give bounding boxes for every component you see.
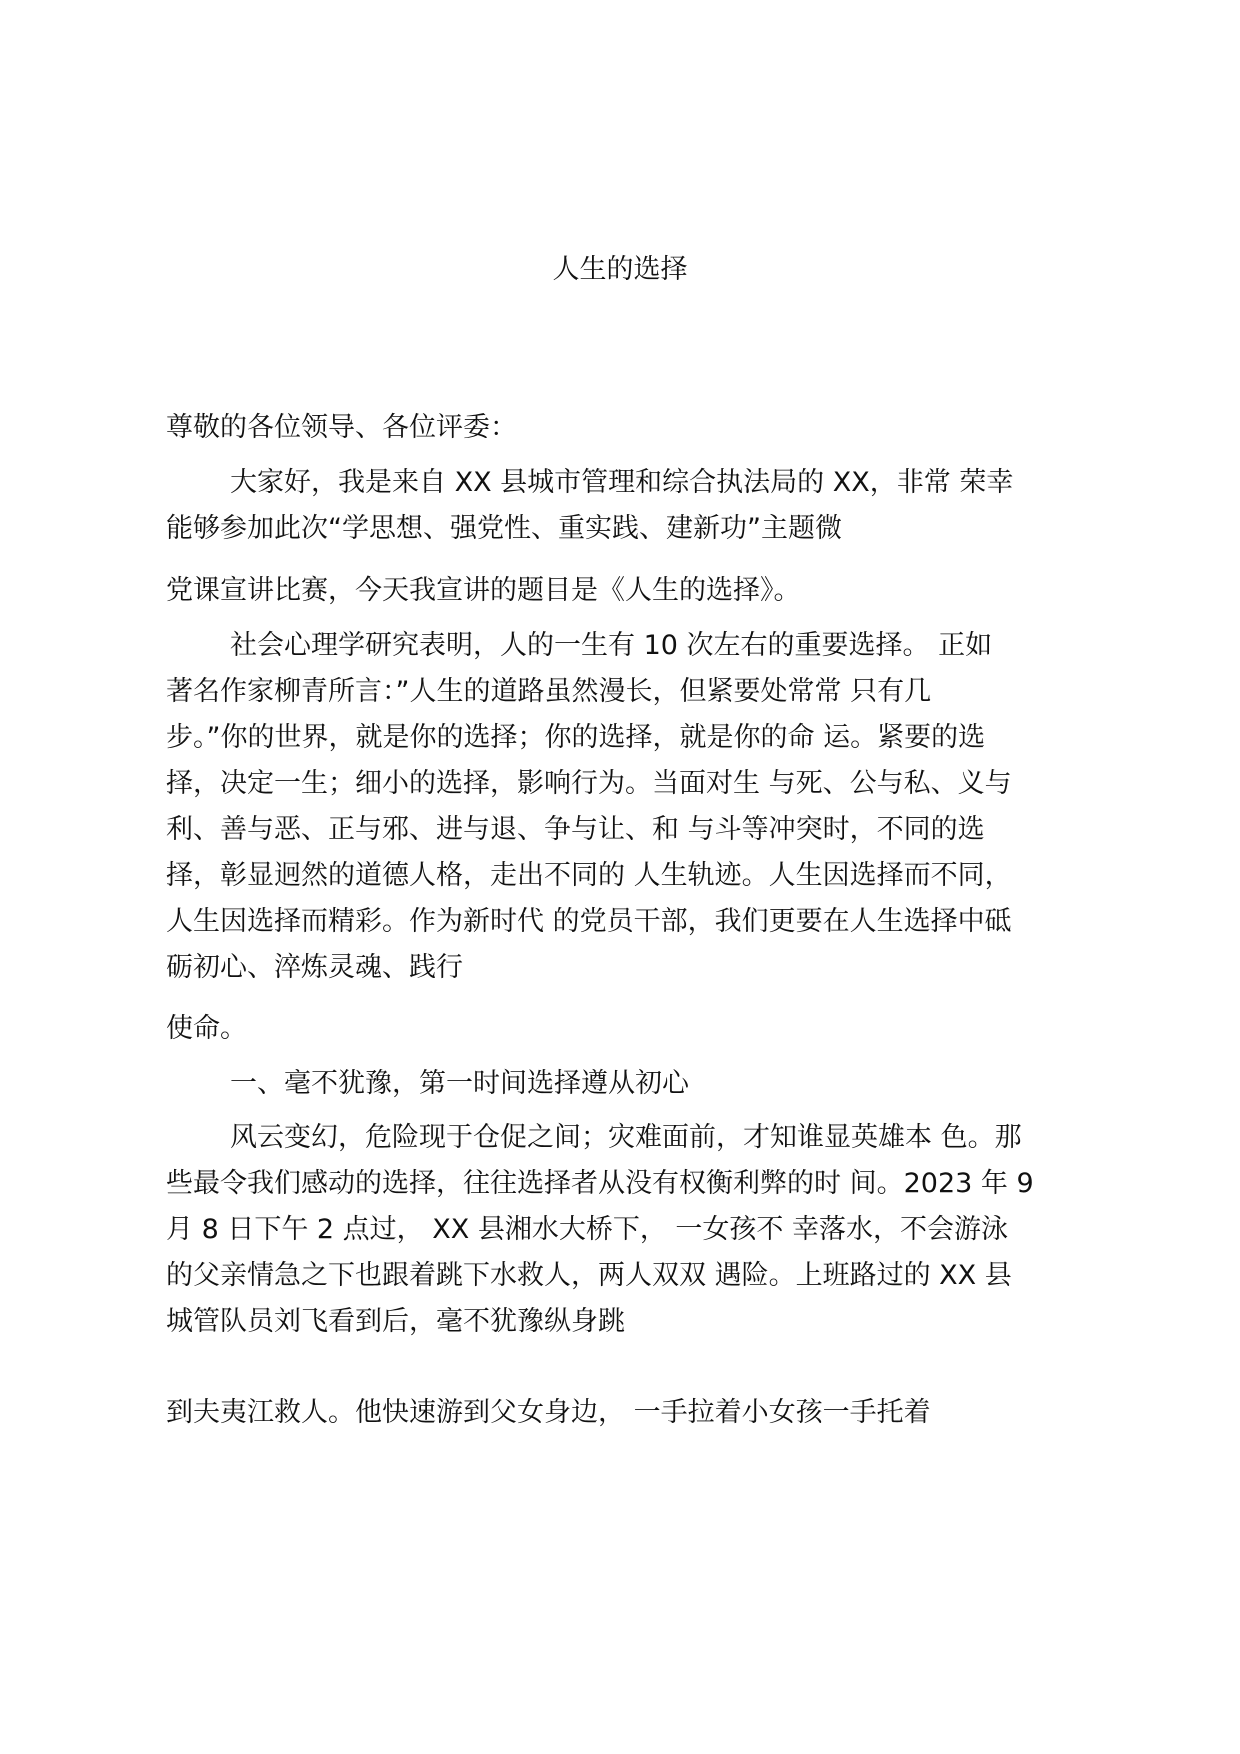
section-heading: 一、毫不犹豫，第一时间选择遵从初心 bbox=[230, 1068, 689, 1099]
paragraph-line: 择，决定一生；细小的选择，影响行为。当面对生 与死、公与私、义与 bbox=[166, 768, 1012, 799]
paragraph-line: 著名作家柳青所言：”人生的道路虽然漫长，但紧要处常常 只有几 bbox=[166, 676, 932, 707]
paragraph-rescue-story bbox=[166, 1115, 1078, 1345]
paragraph-line: 利、善与恶、正与邪、进与退、争与让、和 与斗等冲突时，不同的选 bbox=[166, 814, 985, 845]
paragraph-intro bbox=[166, 460, 1078, 552]
paragraph-line: 能够参加此次“学思想、强党性、重实践、建新功”主题微 bbox=[166, 513, 842, 544]
paragraph-line: 砺初心、淬炼灵魂、践行 bbox=[166, 952, 463, 983]
paragraph-line: 社会心理学研究表明，人的一生有 10 次左右的重要选择。 正如 bbox=[230, 630, 993, 661]
paragraph-intro-continued: 党课宣讲比赛，今天我宣讲的题目是《人生的选择》。 bbox=[166, 575, 801, 606]
paragraph-rescue-story-continued: 到夫夷江救人。他快速游到父女身边， 一手拉着小女孩一手托着 bbox=[166, 1397, 931, 1428]
paragraph-line: 步。”你的世界，就是你的选择；你的选择，就是你的命 运。紧要的选 bbox=[166, 722, 986, 753]
paragraph-line: 的父亲情急之下也跟着跳下水救人，两人双双 遇险。上班路过的 XX 县 bbox=[166, 1260, 1012, 1291]
paragraph-choice-research-continued: 使命。 bbox=[166, 1013, 247, 1044]
paragraph-line: 些最令我们感动的选择，往往选择者从没有权衡利弊的时 间。2023 年 9 bbox=[166, 1168, 1034, 1199]
document-title: 人生的选择 bbox=[552, 254, 688, 285]
paragraph-line: 月 8 日下午 2 点过， XX 县湘水大桥下， 一女孩不 幸落水，不会游泳 bbox=[166, 1214, 1009, 1245]
paragraph-line: 大家好，我是来自 XX 县城市管理和综合执法局的 XX，非常 荣幸 bbox=[230, 467, 1014, 498]
paragraph-line: 人生因选择而精彩。作为新时代 的党员干部，我们更要在人生选择中砥 bbox=[166, 906, 1012, 937]
paragraph-line: 择，彰显迥然的道德人格，走出不同的 人生轨迹。人生因选择而不同， bbox=[166, 860, 1012, 891]
paragraph-choice-research bbox=[166, 623, 1078, 991]
paragraph-line: 城管队员刘飞看到后，毫不犹豫纵身跳 bbox=[166, 1306, 625, 1337]
salutation: 尊敬的各位领导、各位评委： bbox=[166, 412, 517, 443]
paragraph-line: 风云变幻，危险现于仓促之间；灾难面前，才知谁显英雄本 色。那 bbox=[230, 1122, 1022, 1153]
